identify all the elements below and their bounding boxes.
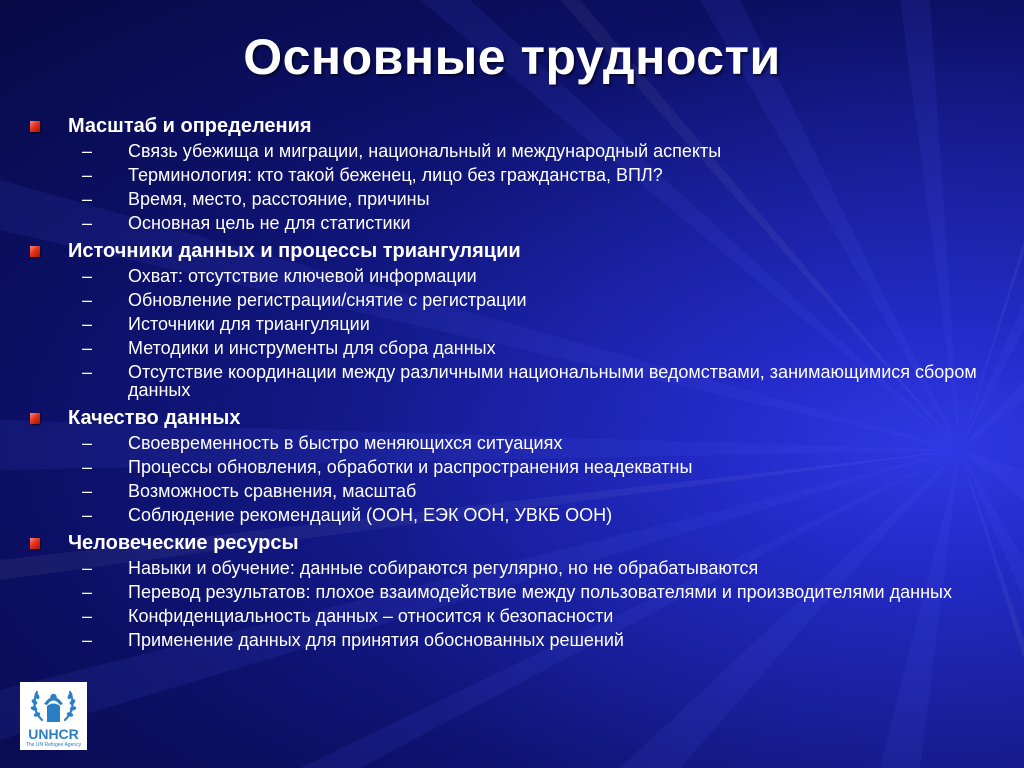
list-item [28, 434, 998, 452]
slide-title: Основные трудности [243, 29, 781, 85]
list-item [28, 363, 998, 399]
section-heading [28, 405, 998, 431]
list-item-text: Связь убежища и миграции, национальный и международный аспекты [128, 141, 722, 161]
dash-marker: – [82, 165, 93, 185]
list-item [28, 631, 998, 649]
list-item-text: Перевод результатов: плохое взаимодействие между пользователями и производителями данных [128, 582, 952, 602]
section-heading [28, 113, 998, 139]
list-item [28, 291, 998, 309]
dash-marker: – [82, 433, 93, 453]
sub-item-list [28, 142, 998, 232]
list-item [28, 482, 998, 500]
list-item [28, 583, 998, 601]
list-item-text: Соблюдение рекомендаций (ООН, ЕЭК ООН, УВКБ ООН) [128, 505, 613, 525]
dash-marker: – [82, 481, 93, 501]
dash-marker: – [82, 290, 93, 310]
section-scale-definitions [28, 113, 998, 232]
logo-tagline: The UN Refugee Agency [25, 742, 82, 748]
dash-marker: – [82, 213, 93, 233]
list-item-text: Отсутствие координации между различными национальными ведомствами, занимающимися сбором данных [128, 362, 977, 400]
dash-marker: – [82, 314, 93, 334]
square-bullet-icon [30, 121, 40, 132]
list-item [28, 190, 998, 208]
dash-marker: – [82, 141, 93, 161]
dash-marker: – [82, 558, 93, 578]
list-item-text: Источники для триангуляции [128, 314, 370, 334]
list-item [28, 142, 998, 160]
list-item-text: Методики и инструменты для сбора данных [128, 338, 496, 358]
dash-marker: – [82, 189, 93, 209]
section-label: Масштаб и определения [68, 115, 312, 137]
dash-marker: – [82, 266, 93, 286]
dash-marker: – [82, 457, 93, 477]
square-bullet-icon [30, 413, 40, 424]
section-human-resources [28, 530, 998, 649]
list-item-text: Основная цель не для статистики [128, 213, 411, 233]
section-label: Источники данных и процессы триангуляции [68, 240, 521, 262]
list-item-text: Конфиденциальность данных – относится к безопасности [128, 606, 614, 626]
section-label: Качество данных [68, 407, 241, 429]
list-item-text: Охват: отсутствие ключевой информации [128, 266, 477, 286]
list-item-text: Навыки и обучение: данные собираются регулярно, но не обрабатываются [128, 558, 759, 578]
list-item [28, 559, 998, 577]
list-item [28, 315, 998, 333]
list-item [28, 267, 998, 285]
dash-marker: – [82, 505, 93, 525]
list-item-text: Терминология: кто такой беженец, лицо без гражданства, ВПЛ? [128, 165, 663, 185]
list-item-text: Применение данных для принятия обоснованных решений [128, 630, 624, 650]
dash-marker: – [82, 582, 93, 602]
section-heading [28, 530, 998, 556]
logo-name: UNHCR [28, 726, 79, 742]
square-bullet-icon [30, 246, 40, 257]
dash-marker: – [82, 630, 93, 650]
dash-marker: – [82, 362, 93, 382]
bullet-list [28, 113, 998, 655]
section-data-quality [28, 405, 998, 524]
list-item-text: Обновление регистрации/снятие с регистрации [128, 290, 527, 310]
list-item-text: Возможность сравнения, масштаб [128, 481, 417, 501]
square-bullet-icon [30, 538, 40, 549]
dash-marker: – [82, 606, 93, 626]
list-item [28, 458, 998, 476]
list-item [28, 214, 998, 232]
unhcr-logo [20, 682, 87, 750]
sub-item-list [28, 434, 998, 524]
list-item-text: Своевременность в быстро меняющихся ситуациях [128, 433, 563, 453]
sub-item-list [28, 267, 998, 399]
list-item-text: Процессы обновления, обработки и распространения неадекватны [128, 457, 693, 477]
list-item-text: Время, место, расстояние, причины [128, 189, 430, 209]
unhcr-emblem-icon [20, 682, 87, 726]
list-item [28, 607, 998, 625]
section-data-sources [28, 238, 998, 399]
section-label: Человеческие ресурсы [68, 532, 299, 554]
section-heading [28, 238, 998, 264]
list-item [28, 339, 998, 357]
sub-item-list [28, 559, 998, 649]
list-item [28, 506, 998, 524]
dash-marker: – [82, 338, 93, 358]
list-item [28, 166, 998, 184]
